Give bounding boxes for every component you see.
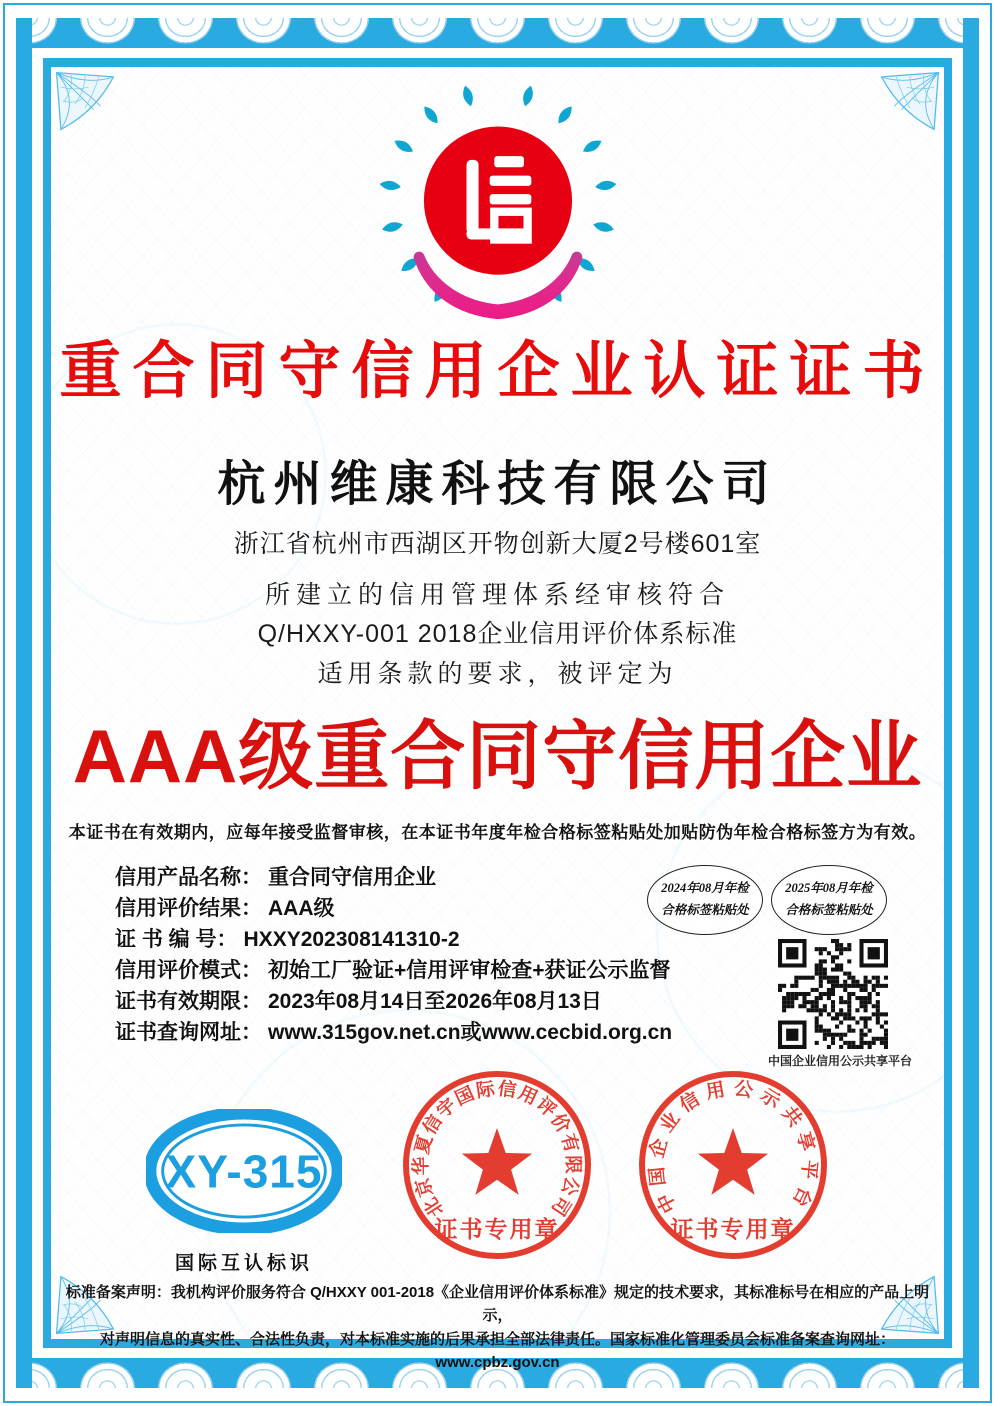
statement-line-3: 适用条款的要求，被评定为 bbox=[317, 660, 678, 688]
standard-declaration bbox=[63, 1281, 932, 1374]
qr-image bbox=[778, 939, 888, 1049]
detail-value: 初始工厂验证+信用评审检查+获证公示监督 bbox=[268, 959, 671, 982]
inspection-sticker-2025 bbox=[771, 865, 887, 935]
detail-row-number bbox=[115, 924, 672, 955]
detail-value: 重合同守信用企业 bbox=[268, 866, 436, 889]
certificate-details bbox=[115, 862, 672, 1048]
detail-row-query-url bbox=[115, 1017, 672, 1048]
detail-label: 信用评价结果： bbox=[115, 897, 262, 920]
border-band-right bbox=[963, 18, 979, 1388]
xy315-mark bbox=[146, 1109, 342, 1275]
platform-stamp bbox=[635, 1069, 831, 1265]
statement-line-2: Q/HXXY-001 2018企业信用评价体系标准 bbox=[257, 620, 738, 648]
qr-caption: 中国企业信用公示共享平台 bbox=[768, 1054, 913, 1068]
qr-code bbox=[768, 939, 913, 1069]
border-band-top bbox=[16, 18, 979, 48]
detail-value: www.315gov.net.cn或www.cecbid.org.cn bbox=[268, 1021, 673, 1044]
declaration-line-2: 对声明信息的真实性、合法性负责，对本标准实施的后果承担全部法律责任。国家标准化管理委员会标准备案查询网址：www.cpbz.gov.cn bbox=[99, 1330, 895, 1371]
declaration-line-1: 标准备案声明：我机构评价服务符合 Q/HXXY 001-2018《企业信用评价体系标准》规定的技术要求，其标准标号在相应的产品上明示， bbox=[65, 1284, 930, 1325]
stamp-bottom-text: 证书专用章 bbox=[434, 1216, 560, 1242]
stamp-bottom-text: 证书专用章 bbox=[670, 1216, 796, 1242]
certificate-title: 重合同守信用企业认证证书 bbox=[59, 337, 936, 406]
sticker-line-1: 2025年08月年检 bbox=[785, 881, 873, 896]
company-address: 浙江省杭州市西湖区开物创新大厦2号楼601室 bbox=[233, 530, 762, 558]
stamp-star-icon bbox=[698, 1128, 768, 1195]
inspection-sticker-2024 bbox=[647, 865, 763, 935]
detail-label: 证 书 编 号： bbox=[115, 928, 238, 951]
detail-row-product bbox=[115, 862, 672, 893]
award-title: AAA级重合同守信用企业 bbox=[72, 714, 923, 798]
statement-line-1: 所建立的信用管理体系经审核符合 bbox=[264, 581, 730, 609]
credit-logo bbox=[348, 71, 648, 321]
corner-lace-ornament-icon bbox=[879, 70, 941, 132]
sticker-line-2: 合格标签粘贴处 bbox=[661, 903, 749, 917]
xy315-label: XY-315 bbox=[165, 1145, 323, 1198]
detail-value: AAA级 bbox=[268, 897, 335, 920]
corner-lace-ornament-icon bbox=[54, 70, 116, 132]
issuer-stamp bbox=[399, 1069, 595, 1265]
detail-row-mode bbox=[115, 955, 672, 986]
stamp-ring-text: 中国企业信用公示共享平台 bbox=[646, 1078, 820, 1217]
company-name: 杭州维康科技有限公司 bbox=[217, 458, 778, 511]
detail-value: 2023年08月14日至2026年08月13日 bbox=[268, 990, 602, 1013]
sticker-line-1: 2024年08月年检 bbox=[661, 881, 749, 896]
border-band-left bbox=[16, 18, 32, 1388]
qr-matrix-icon bbox=[778, 939, 888, 1049]
stamp-ring-text: 北京华夏信宇国际信用评价有限公司 bbox=[409, 1077, 585, 1221]
xy315-ellipse-icon bbox=[146, 1109, 342, 1233]
xy315-caption: 国际互认标识 bbox=[174, 1253, 313, 1274]
detail-label: 信用产品名称： bbox=[115, 866, 262, 889]
sticker-line-2: 合格标签粘贴处 bbox=[785, 903, 873, 917]
detail-value: HXXY202308141310-2 bbox=[243, 928, 460, 951]
detail-row-validity bbox=[115, 986, 672, 1017]
validity-notice: 本证书在有效期内，应每年接受监督审核，在本证书年度年检合格标签粘贴处加贴防伪年检合格标签方为有效。 bbox=[68, 823, 927, 842]
detail-label: 信用评价模式： bbox=[115, 959, 262, 982]
certificate-content bbox=[51, 67, 944, 1371]
credit-wreath-logo-icon bbox=[348, 71, 648, 321]
detail-label: 证书查询网址： bbox=[115, 1021, 262, 1044]
stamp-star-icon bbox=[462, 1128, 532, 1195]
detail-row-result bbox=[115, 893, 672, 924]
detail-label: 证书有效期限： bbox=[115, 990, 262, 1013]
